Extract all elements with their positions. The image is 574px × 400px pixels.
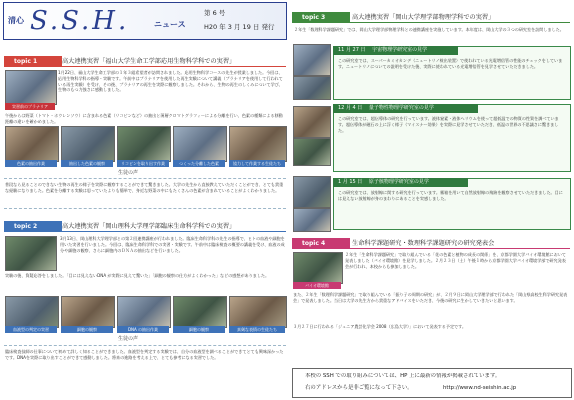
topic2-main-photo: [5, 236, 57, 271]
topic4-body3: ３月２７日に行われる「ジュニア農芸化学会 2008（広島大学）」において発表する予定です。: [293, 324, 467, 329]
topic1-title: 高大連携実習「福山大学生命工学部応用生物科学科での実習」: [62, 58, 236, 65]
topic2-body: 3月13日、岡山理科大学理学部との第２回連携講座が行われました。臨床生命科学科の先生の指導で、ヒトの血液や細胞を用いた実習を行いました。今回は、臨床生命科学科での実習・実験です。午前中は臨床検査の概要の講義を受け、血液の成分や細胞の観察、さらに細胞内のＤＮＡの抽出などを行いました。: [60, 236, 285, 253]
topic3-item1-date: 11 月 27 日: [338, 47, 366, 53]
topic3-photo-2a: [293, 106, 331, 138]
topic3-photo-1b: [293, 76, 331, 100]
masthead-title: S.S.H.: [30, 6, 130, 36]
topic2-voice-text: 臨床検査技師の仕事について初めて詳しく知ることができました。血液型を判定する実験では、自分の血液型を調べることができてとても興味深かったです。DNAを実際に取り出すことができて感動しました。将来の進路を考える上で、とても参考になる実習でした。: [5, 349, 284, 360]
topic2-voice-rule: [4, 345, 286, 346]
topic1-tab: topic 1: [4, 56, 62, 67]
topic1-caption-2: 抽出した色素の観察: [61, 160, 113, 167]
topic1-rule: [58, 66, 286, 67]
topic3-item2-box: [333, 104, 571, 172]
topic1-body2: 午後からは野菜（トマト・ホウレンソウ）に含まれる色素（リコピンなど）の抽出と薄層クロマトグラフィーによる分離を行い、色素の種類による移動距離の違いを確かめました。: [5, 113, 283, 124]
topic1-voice-rule-bottom: [4, 208, 286, 209]
topic3-item1-text: この研究室では、スーパーカミオカンデ（ニュートリノ検出装置）で使われている光電増倍管の性能のチェックをしています。ニュートリノについての説明を受けた後、実際に使われている光電増倍管を見学させていただきました。: [338, 58, 563, 69]
topic1-main-photo: [5, 70, 57, 105]
topic1-main-caption: 実習前のプラナリア: [5, 103, 55, 110]
topic3-item2-head: [333, 104, 478, 113]
topic4-photo: [293, 252, 343, 284]
topic1-caption-3: リコピンを取り出す作業: [117, 160, 169, 167]
topic3-item3-date: 1 月 15 日: [338, 179, 363, 185]
topic2-photo-5: [229, 296, 287, 328]
footer-box: [292, 368, 572, 398]
topic1-voice-label: 生徒の声: [118, 170, 139, 176]
topic2-tab: topic 2: [4, 221, 62, 232]
footer-line1: 本校の SSH での取り組みについては、HP 上に最新の情報が掲載されています。: [305, 373, 501, 379]
topic2-rule: [58, 231, 286, 232]
footer-url-link[interactable]: http://www.nd-seishin.ac.jp: [443, 385, 517, 391]
topic1-photo-4: [173, 126, 227, 162]
topic4-rule: [348, 248, 570, 249]
topic2-caption-5: 真剣な表情の生徒たち: [229, 326, 285, 333]
topic3-photo-3a: [293, 176, 331, 208]
topic3-item3-text: この研究室では、放射線に関する研究を行っています。霧箱を用いて自然放射線の飛跡を観察させていただきました。目には見えない放射線が身のまわりにあることを実感しました。: [338, 190, 563, 201]
topic1-caption-4: つくった分離した色素: [173, 160, 225, 167]
topic3-item2-date: 12 月 4 日: [338, 105, 363, 111]
topic4-body2: また、２年生「数理科学課題研究」で取り組んでいる「振り子の周期の研究」が、２月９日に岡山大学理学部で行われた「岡山県高校生科学研究発表会」で発表しました。当日は大学の先生方から貴重なアドバイスをいただき、今後の研究に生かしていきたいと思います。: [293, 292, 568, 303]
topic2-photo-2: [61, 296, 115, 328]
topic3-title: 高大連携実習「岡山大学理学部物理学科での実習」: [352, 14, 495, 21]
topic2-caption-3: DNA の抽出作業: [117, 326, 169, 333]
issue-number: 第 6 号: [204, 9, 226, 17]
topic1-photo-3: [117, 126, 171, 162]
topic3-rule: [348, 22, 570, 23]
topic1-photo-1: [5, 126, 59, 162]
topic3-item1-title: 宇宙物理学研究室の見学: [372, 47, 428, 53]
topic3-item1-head: [333, 46, 458, 55]
topic1-photo-2: [61, 126, 115, 162]
topic2-caption-2: 細胞の観察: [61, 326, 113, 333]
topic4-tab: topic 4: [292, 238, 350, 249]
topic1-caption-1: 色素の抽出作業: [5, 160, 57, 167]
topic4-title: 生命科学課題研究・数理科学課題研究の研究発表会: [352, 240, 495, 247]
topic3-item3-box: [333, 178, 571, 230]
topic3-photo-1a: [293, 44, 331, 76]
topic4-caption: バイオ環境館: [293, 282, 341, 289]
topic3-tab: topic 3: [292, 12, 350, 23]
footer-line2: 右のアドレスから是非ご覧になって下さい。: [305, 385, 413, 391]
topic3-item1-box: [333, 46, 571, 100]
topic2-title: 高大連携実習「岡山理科大学理学部臨床生命科学科での実習」: [62, 223, 236, 230]
topic2-caption-1: 血液型の判定の実習: [5, 326, 57, 333]
topic1-body: 1月22日、福山大学生命工学部の１年３組希望者が訪問されました。応用生物科学コースの先生が授業しました。今回は、応用生物科学科の指導・実験です。午前中はプラナリアを使用した再生実験について講義（プラナリアを使用して行われている再生実験）を受け、その後、プラナリアの再生を実際に観察しました。それから、生物の再生のしくみについて学び、生物のもつ力強さに感動しました。: [58, 70, 283, 93]
masthead-prefix: 清心: [8, 16, 24, 25]
masthead-suffix: ニュース: [154, 20, 186, 29]
topic3-intro: ２年生「数理科学課題研究」では、岡山大学理学部物理学科との連携講座を実施しています。本年度は、岡山大学の３つの研究室を訪問しました。: [294, 27, 564, 32]
topic2-photo-4: [173, 296, 227, 328]
topic2-caption-4: 細胞の観察: [173, 326, 225, 333]
topic1-voice-text: 普段なら見ることのできない生物の再生の様子を実際に観察することができて驚きました。大学の先生から直接教えていただくことができ、とても貴重な経験になりました。色素を分離する実験は思っていたよりも簡単で、身近な野菜の中にもたくさんの色素が含まれていることがよくわかりました。: [5, 182, 284, 193]
topic3-photo-3b: [293, 208, 331, 232]
topic2-photo-1: [5, 296, 59, 328]
topic3-photo-2b: [293, 138, 331, 166]
topic2-voice-label: 生徒の声: [118, 336, 139, 342]
masthead: [3, 2, 287, 40]
topic3-item3-head: [333, 178, 468, 187]
topic1-caption-5: 協力して作業する生徒たち: [229, 160, 285, 167]
topic1-photo-5: [229, 126, 287, 162]
topic4-body: ２年生「生命科学課題研究」で取り組んでいる「花の色素と植物の成長の関係」を、京都学園大学バイオ環境館において発表しました（バイオ環境館）を見学しました。２月２３日（土）午後１時から京都学園大学バイオ環境学部で研究発表会が行われ、本校からも参加しました。: [345, 252, 566, 269]
topic3-item3-title: 原子核物理学研究室の見学: [368, 179, 429, 185]
topic1-voice-rule: [4, 178, 286, 179]
topic3-item2-text: この研究室では、超伝導体の研究を行っています。液体窒素・液体ヘリウムを使って超低温での物質の性質を調べています。超伝導体が磁石の上に浮く様子（マイスナー効果）を実際に見学させていただき、低温の世界の不思議さに驚きました。: [338, 116, 559, 133]
topic2-body2: 実験の後、質疑応答をしました。「目には見えないDNA が実際に見えて驚いた」「細胞の観察の仕方がよくわかった」などの感想がありました。: [5, 273, 270, 278]
topic3-item2-title: 量子物性物理学研究室の見学: [368, 105, 434, 111]
issue-date: H20 年 3 月 19 日 発行: [204, 23, 275, 31]
topic2-photo-3: [117, 296, 171, 328]
